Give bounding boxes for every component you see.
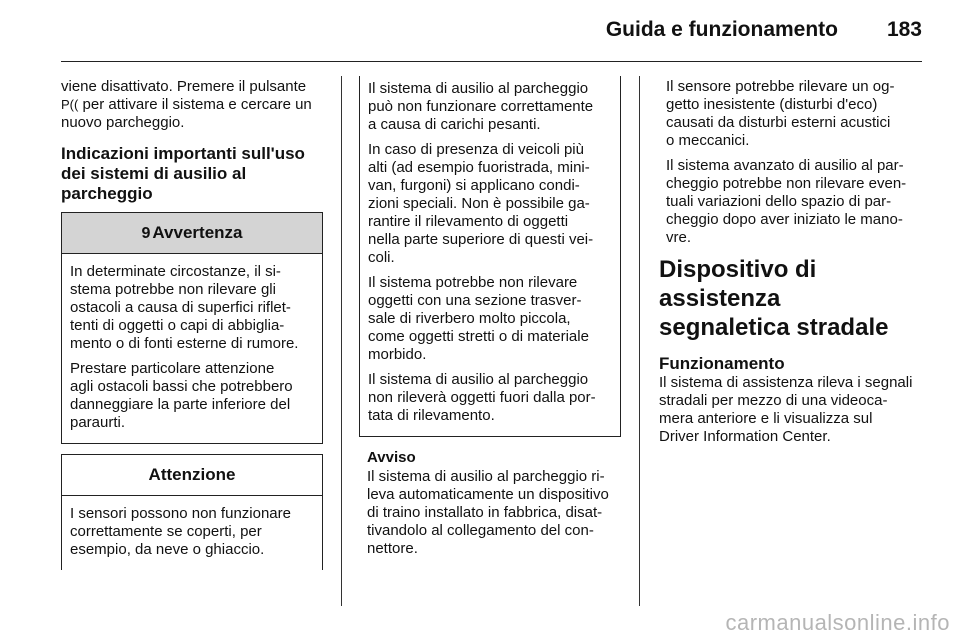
intro-paragraph: viene disattivato. Premere il pulsante P(( per attivare il sistema e cercare un nuovo parcheggio. (61, 78, 312, 131)
header-rule (61, 61, 922, 62)
warning-paragraph: Prestare particolare attenzione agli ostacoli bassi che potrebbero danneggiare la parte inferiore del paraurti. (70, 360, 293, 431)
warning-paragraph: In determinate circostanze, il si- stema potrebbe non rilevare gli ostacoli a causa di superfici riflet- tenti di oggetti o capi di abbiglia- mento o di fonti esterne di rumore. (70, 263, 299, 352)
warning-box-body (62, 254, 322, 443)
body-paragraph: Il sistema avanzato di ausilio al par- cheggio potrebbe non rilevare even- tuali variazioni dello spazio di par- cheggio dopo aver iniziato le mano- vre. (666, 157, 907, 246)
column-divider-1 (341, 76, 342, 606)
warning-box-continued (359, 76, 621, 437)
warning-box-continued-body (360, 76, 620, 436)
body-paragraph: Il sistema di assistenza rileva i segnali stradali per mezzo di una videoca- mera anteriore e li visualizza sul Driver Information Center. (659, 374, 913, 445)
warning-paragraph: Il sistema di ausilio al parcheggio può non funzionare correttamente a causa di carichi pesanti. (368, 80, 594, 133)
column-3 (659, 78, 925, 453)
column-divider-2 (639, 76, 640, 606)
page-number: 183 (886, 18, 922, 41)
caution-box-body (62, 496, 322, 570)
note-text: Il sistema di ausilio al parcheggio ri- leva automaticamente un dispositivo di traino installato in fabbrica, disat- tivandolo al collegamento del con- nettore. (367, 468, 609, 557)
section-heading-traffic-sign-assistant: Dispositivo di assistenza segnaletica stradale (659, 256, 889, 341)
subheading-operation: Funzionamento (659, 354, 785, 373)
caution-box (61, 454, 323, 570)
section-heading-important-notes: Indicazioni importanti sull'uso dei sistemi di ausilio al parcheggio (61, 144, 305, 203)
warning-triangle-icon: 9 (141, 225, 151, 242)
warning-paragraph: Il sistema di ausilio al parcheggio non rileverà oggetti fuori dalla por- tata di rilevamento. (368, 371, 596, 424)
body-paragraph: Il sensore potrebbe rilevare un og- getto inesistente (disturbi d'eco) causati da disturbi esterni acustici o meccanici. (666, 78, 895, 149)
watermark: carmanualsonline.info (725, 610, 950, 635)
note-label: Avviso (367, 449, 416, 466)
parking-assist-icon: P(( (61, 97, 79, 112)
column-1 (61, 78, 323, 570)
caution-box-header: Attenzione (62, 455, 322, 496)
page-title: Guida e funzionamento (605, 18, 838, 41)
sensor-notes (659, 78, 925, 247)
warning-paragraph: In caso di presenza di veicoli più alti (ad esempio fuoristrada, mini- van, furgoni) si applicano condi- zioni speciali. Non è possibile ga- rantire il rilevamento di oggetti nella parte superiore di questi vei- coli. (368, 141, 594, 266)
warning-box-header (62, 213, 322, 254)
warning-title: Avvertenza (152, 223, 243, 242)
warning-paragraph: Il sistema potrebbe non rilevare oggetti con una sezione trasver- sale di riverbero molto piccola, come oggetti stretti o di materiale morbido. (368, 274, 589, 363)
warning-box (61, 212, 323, 444)
caution-text: I sensori possono non funzionare correttamente se coperti, per esempio, da neve o ghiaccio. (70, 505, 291, 558)
note-block (359, 449, 621, 558)
column-2 (359, 76, 621, 565)
